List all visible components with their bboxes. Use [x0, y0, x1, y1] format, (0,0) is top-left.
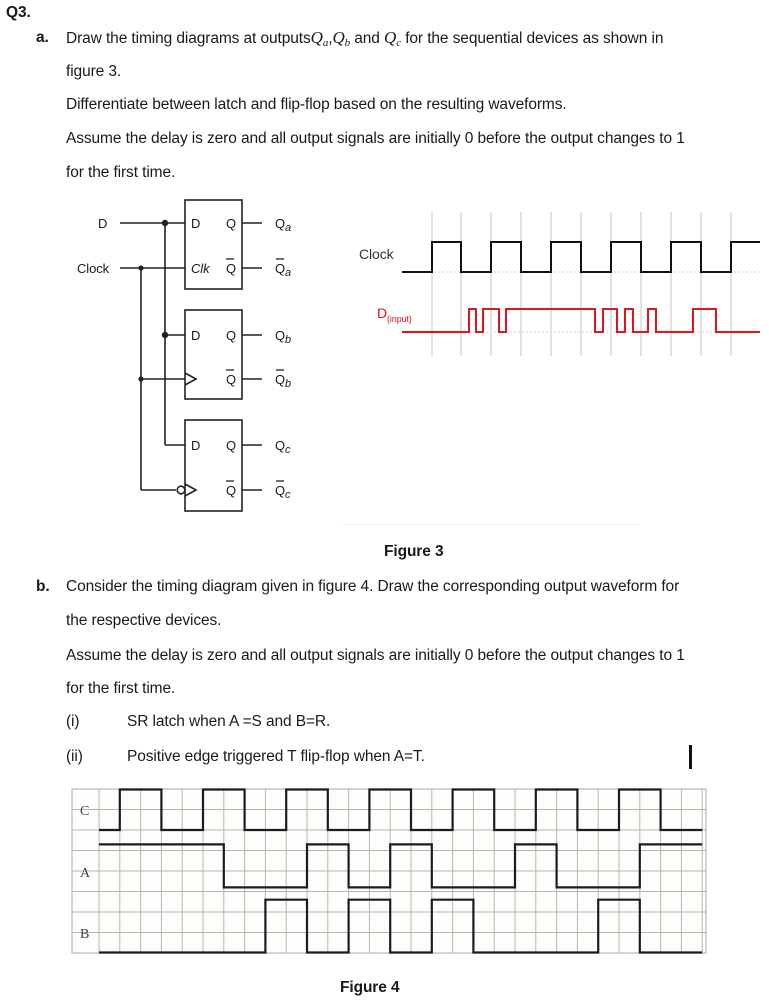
part-a-line4: Assume the delay is zero and all output signals are initially 0 before the output changes to 1: [66, 130, 685, 147]
qa-symbol: $Q_a$: [310, 28, 329, 49]
part-a-line1-prefix: Draw the timing diagrams at outputs: [66, 30, 311, 47]
ffc-q-pin: Q: [226, 438, 237, 453]
ffc-qbar-pin: Q: [226, 483, 237, 498]
qc-symbol: $Q_c$: [384, 28, 401, 49]
timing-d-label: $D_{(input)}$: [377, 305, 412, 324]
qb-symbol: $Q_b$: [332, 28, 351, 49]
signal-label-b: B: [80, 927, 90, 942]
output-qb-bar-label: $Q_b$: [275, 372, 292, 390]
output-qc-label: $Q_c$: [275, 438, 291, 456]
item-i-text: SR latch when A =S and B=R.: [127, 713, 331, 730]
latch-clk-pin: Clk: [191, 261, 210, 276]
part-b-label: b.: [36, 578, 50, 595]
question-number: Q3.: [6, 4, 31, 21]
figure3-caption: Figure 3: [384, 543, 444, 560]
ffc-d-pin: D: [191, 438, 201, 453]
ffb-qbar-pin: Q: [226, 372, 237, 387]
signal-label-c: C: [80, 804, 90, 819]
latch-q-pin: Q: [226, 216, 237, 231]
latch-d-pin: D: [191, 216, 201, 231]
item-i-number: (i): [66, 713, 80, 730]
part-b-line4: for the first time.: [66, 680, 176, 697]
output-qa-label: $Q_a$: [275, 216, 292, 234]
clock-input-label: Clock: [77, 261, 110, 276]
output-qa-bar-label: $Q_a$: [275, 261, 292, 279]
part-b-line3: Assume the delay is zero and all output signals are initially 0 before the output changes to 1: [66, 647, 685, 664]
ffb-q-pin: Q: [226, 328, 237, 343]
ffb-d-pin: D: [191, 328, 201, 343]
signal-label-a: A: [80, 866, 91, 881]
part-a-line1: Draw the timing diagrams at $outputsQ_a,Q_b$ and $Q_c$ for the sequential devices as shown in: [66, 28, 664, 49]
part-a-line2: figure 3.: [66, 63, 122, 80]
output-qc-bar-label: $Q_c$: [275, 483, 291, 501]
part-b-line2: the respective devices.: [66, 612, 222, 629]
item-ii-number: (ii): [66, 748, 83, 765]
part-a-line5: for the first time.: [66, 164, 176, 181]
d-input-label: D: [98, 216, 108, 231]
figure4-caption: Figure 4: [340, 979, 400, 996]
part-b-line1: Consider the timing diagram given in figure 4. Draw the corresponding output waveform for: [66, 578, 680, 595]
output-qb-label: $Q_b$: [275, 328, 292, 346]
latch-qbar-pin: Q: [226, 261, 237, 276]
item-ii-text: Positive edge triggered T flip-flop when A=T.: [127, 748, 425, 765]
timing-clock-label: Clock: [359, 246, 394, 262]
part-a-label: a.: [36, 29, 49, 46]
part-a-line3: Differentiate between latch and flip-flop based on the resulting waveforms.: [66, 96, 567, 113]
